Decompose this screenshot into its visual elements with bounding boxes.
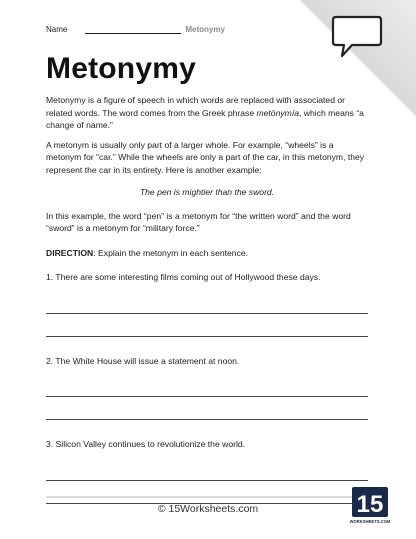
intro-text-b: , which means “a change of name.” <box>46 107 364 130</box>
worksheet-body <box>46 94 368 504</box>
direction-label: DIRECTION <box>46 247 94 258</box>
question-text: 2. The White House will issue a statement at noon. <box>46 355 240 366</box>
question-3 <box>46 438 368 504</box>
footer-divider <box>46 496 368 498</box>
worksheet-header <box>46 24 225 34</box>
answer-line[interactable] <box>46 291 368 314</box>
worksheets-logo-icon <box>350 485 390 525</box>
question-2 <box>46 355 368 421</box>
greek-word: metōnymía <box>256 107 299 118</box>
speech-bubble-icon <box>330 14 384 60</box>
intro-text-a: Metonymy is a figure of speech in which words are replaced with associated or related words. The word comes from the Greek phrase <box>46 95 346 118</box>
logo-caption: WORKSHEETS.COM <box>350 519 390 524</box>
logo-number: 15 <box>356 491 384 518</box>
name-label: Name <box>46 25 68 34</box>
direction-text <box>46 247 368 260</box>
example-quote: The pen is mightier than the sword. <box>139 187 275 197</box>
example-paragraph: A metonym is usually only part of a larger whole. For example, “wheels” is a metonym for “car.” While the wheels are only a part of the car, in this metonym, they represent the car in its entirety. Here is another example: <box>46 139 365 175</box>
answer-line[interactable] <box>46 481 368 504</box>
answer-line[interactable] <box>46 374 368 397</box>
intro-paragraph <box>46 94 368 132</box>
direction-instruction: : Explain the metonym in each sentence. <box>93 247 249 258</box>
question-text: 3. Silicon Valley continues to revolutionize the world. <box>46 439 246 449</box>
explanation-paragraph: In this example, the word “pen” is a metonym for “the written word” and the word “sword” is a metonym for “military force.” <box>46 210 351 233</box>
question-1 <box>46 271 368 337</box>
name-field[interactable] <box>85 24 181 34</box>
answer-line[interactable] <box>46 458 368 481</box>
answer-line[interactable] <box>46 314 368 337</box>
answer-line[interactable] <box>46 397 368 420</box>
footer-credit: © 15Worksheets.com <box>157 503 259 515</box>
page-title: Metonymy <box>46 52 196 85</box>
header-topic: Metonymy <box>185 25 225 34</box>
question-text: 1. There are some interesting films coming out of Hollywood these days. <box>46 272 321 282</box>
